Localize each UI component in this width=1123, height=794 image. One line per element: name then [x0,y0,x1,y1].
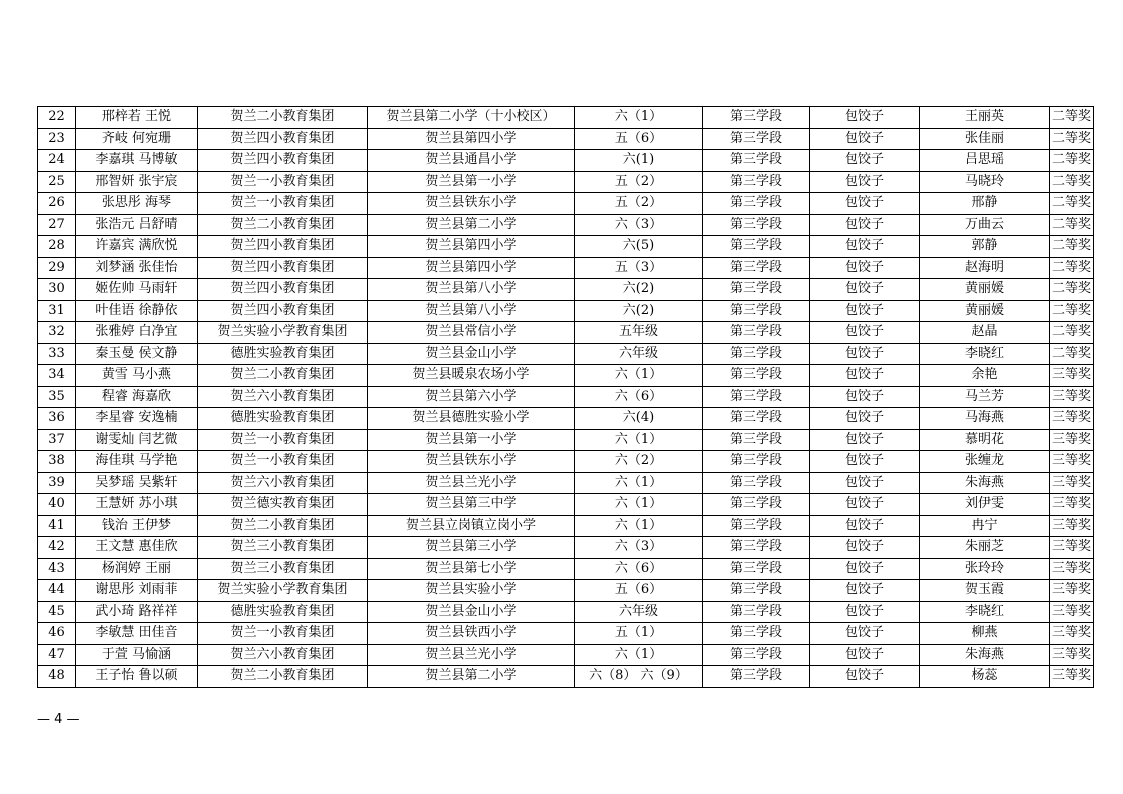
table-row [38,107,1094,129]
cell-school: 贺兰县第二小学 [368,214,575,236]
cell-education-group: 贺兰二小教育集团 [198,515,368,537]
table-row [38,322,1094,344]
cell-class: 六（1） [575,429,703,451]
cell-teacher: 柳燕 [920,623,1050,645]
cell-number: 39 [38,472,76,494]
table-row [38,128,1094,150]
cell-student-names: 王慧妍 苏小琪 [76,494,198,516]
cell-project: 包饺子 [810,343,920,365]
cell-award: 三等奖 [1050,429,1094,451]
cell-student-names: 秦玉曼 侯文静 [76,343,198,365]
cell-class: 五（6） [575,128,703,150]
cell-project: 包饺子 [810,601,920,623]
cell-education-group: 德胜实验教育集团 [198,601,368,623]
cell-project: 包饺子 [810,515,920,537]
cell-project: 包饺子 [810,666,920,688]
cell-school: 贺兰县第一小学 [368,429,575,451]
table-row [38,343,1094,365]
cell-number: 43 [38,558,76,580]
cell-education-group: 贺兰二小教育集团 [198,107,368,129]
cell-project: 包饺子 [810,171,920,193]
cell-number: 40 [38,494,76,516]
cell-project: 包饺子 [810,494,920,516]
cell-award: 三等奖 [1050,644,1094,666]
cell-education-group: 贺兰一小教育集团 [198,451,368,473]
cell-class: 六（2） [575,451,703,473]
cell-class: 五（1） [575,623,703,645]
cell-stage: 第三学段 [703,214,810,236]
cell-student-names: 谢雯灿 闫艺微 [76,429,198,451]
cell-student-names: 于萱 马愉涵 [76,644,198,666]
award-table [37,106,1094,688]
cell-number: 26 [38,193,76,215]
cell-teacher: 朱海燕 [920,644,1050,666]
table-row [38,408,1094,430]
cell-number: 25 [38,171,76,193]
table-row [38,666,1094,688]
cell-project: 包饺子 [810,408,920,430]
cell-teacher: 张玲玲 [920,558,1050,580]
table-row [38,537,1094,559]
cell-education-group: 贺兰六小教育集团 [198,472,368,494]
cell-project: 包饺子 [810,150,920,172]
cell-school: 贺兰县金山小学 [368,601,575,623]
cell-teacher: 刘伊雯 [920,494,1050,516]
cell-stage: 第三学段 [703,107,810,129]
cell-student-names: 邢智妍 张宇宸 [76,171,198,193]
cell-class: 六（1） [575,472,703,494]
cell-number: 28 [38,236,76,258]
cell-award: 二等奖 [1050,150,1094,172]
cell-class: 六（1） [575,494,703,516]
cell-teacher: 邢静 [920,193,1050,215]
cell-award: 三等奖 [1050,365,1094,387]
cell-stage: 第三学段 [703,644,810,666]
cell-teacher: 李晓红 [920,601,1050,623]
cell-stage: 第三学段 [703,343,810,365]
cell-number: 27 [38,214,76,236]
cell-school: 贺兰县兰光小学 [368,644,575,666]
cell-award: 二等奖 [1050,171,1094,193]
table-row [38,644,1094,666]
table-row [38,150,1094,172]
table-row [38,429,1094,451]
cell-education-group: 贺兰三小教育集团 [198,558,368,580]
cell-number: 41 [38,515,76,537]
cell-school: 贺兰县第三中学 [368,494,575,516]
cell-student-names: 吴梦瑶 吴紫轩 [76,472,198,494]
table-row [38,279,1094,301]
cell-class: 六(4) [575,408,703,430]
cell-award: 三等奖 [1050,472,1094,494]
cell-number: 48 [38,666,76,688]
cell-class: 六（6） [575,386,703,408]
cell-teacher: 黄丽媛 [920,279,1050,301]
cell-teacher: 朱海燕 [920,472,1050,494]
cell-school: 贺兰县第四小学 [368,236,575,258]
cell-award: 二等奖 [1050,257,1094,279]
cell-school: 贺兰县第二小学 [368,666,575,688]
cell-school: 贺兰县铁西小学 [368,623,575,645]
cell-student-names: 谢思彤 刘雨菲 [76,580,198,602]
table-row [38,494,1094,516]
cell-number: 44 [38,580,76,602]
table-row [38,300,1094,322]
cell-teacher: 赵海明 [920,257,1050,279]
cell-student-names: 海佳琪 马学艳 [76,451,198,473]
cell-teacher: 冉宁 [920,515,1050,537]
table-row [38,580,1094,602]
cell-class: 五（3） [575,257,703,279]
cell-student-names: 刘梦涵 张佳怡 [76,257,198,279]
cell-teacher: 王丽英 [920,107,1050,129]
cell-teacher: 朱丽芝 [920,537,1050,559]
cell-teacher: 郭静 [920,236,1050,258]
cell-award: 三等奖 [1050,601,1094,623]
cell-award: 三等奖 [1050,451,1094,473]
cell-class: 六(1) [575,150,703,172]
cell-stage: 第三学段 [703,322,810,344]
cell-stage: 第三学段 [703,666,810,688]
cell-class: 六（6） [575,558,703,580]
cell-number: 36 [38,408,76,430]
table-row [38,236,1094,258]
cell-class: 六（1） [575,644,703,666]
cell-teacher: 张佳丽 [920,128,1050,150]
cell-number: 45 [38,601,76,623]
cell-student-names: 齐岐 何宛珊 [76,128,198,150]
cell-teacher: 张缠龙 [920,451,1050,473]
cell-student-names: 武小琦 路祥祥 [76,601,198,623]
cell-stage: 第三学段 [703,257,810,279]
cell-education-group: 贺兰四小教育集团 [198,279,368,301]
cell-number: 24 [38,150,76,172]
cell-student-names: 李嘉琪 马博敏 [76,150,198,172]
cell-project: 包饺子 [810,451,920,473]
cell-education-group: 贺兰二小教育集团 [198,214,368,236]
cell-school: 贺兰县通昌小学 [368,150,575,172]
cell-number: 35 [38,386,76,408]
cell-project: 包饺子 [810,257,920,279]
cell-education-group: 贺兰实验小学教育集团 [198,580,368,602]
cell-education-group: 贺兰四小教育集团 [198,150,368,172]
cell-award: 二等奖 [1050,300,1094,322]
cell-class: 五（2） [575,171,703,193]
cell-class: 五年级 [575,322,703,344]
cell-education-group: 贺兰四小教育集团 [198,257,368,279]
cell-student-names: 张雅婷 白净宜 [76,322,198,344]
cell-stage: 第三学段 [703,472,810,494]
cell-number: 47 [38,644,76,666]
cell-award: 三等奖 [1050,386,1094,408]
cell-education-group: 贺兰一小教育集团 [198,623,368,645]
cell-teacher: 杨蕊 [920,666,1050,688]
cell-school: 贺兰县实验小学 [368,580,575,602]
cell-number: 31 [38,300,76,322]
cell-stage: 第三学段 [703,150,810,172]
cell-teacher: 赵晶 [920,322,1050,344]
cell-class: 五（2） [575,193,703,215]
cell-stage: 第三学段 [703,623,810,645]
cell-stage: 第三学段 [703,128,810,150]
page-number: — 4 — [37,712,80,727]
cell-student-names: 张浩元 吕舒晴 [76,214,198,236]
cell-school: 贺兰县金山小学 [368,343,575,365]
cell-school: 贺兰县常信小学 [368,322,575,344]
table-row [38,601,1094,623]
table-row [38,515,1094,537]
cell-teacher: 万曲云 [920,214,1050,236]
cell-school: 贺兰县铁东小学 [368,451,575,473]
cell-award: 三等奖 [1050,408,1094,430]
cell-education-group: 贺兰实验小学教育集团 [198,322,368,344]
cell-school: 贺兰县兰光小学 [368,472,575,494]
cell-number: 38 [38,451,76,473]
cell-stage: 第三学段 [703,408,810,430]
cell-class: 六（3） [575,537,703,559]
cell-award: 三等奖 [1050,537,1094,559]
cell-education-group: 贺兰德实教育集团 [198,494,368,516]
cell-class: 六(2) [575,279,703,301]
cell-class: 六（1） [575,365,703,387]
cell-school: 贺兰县立岗镇立岗小学 [368,515,575,537]
cell-education-group: 贺兰四小教育集团 [198,300,368,322]
cell-school: 贺兰县第四小学 [368,257,575,279]
cell-award: 三等奖 [1050,558,1094,580]
cell-teacher: 李晓红 [920,343,1050,365]
cell-project: 包饺子 [810,214,920,236]
cell-class: 六（8） 六（9） [575,666,703,688]
cell-class: 六年级 [575,343,703,365]
cell-student-names: 钱治 王伊梦 [76,515,198,537]
cell-project: 包饺子 [810,644,920,666]
cell-number: 33 [38,343,76,365]
table-row [38,365,1094,387]
cell-number: 42 [38,537,76,559]
cell-stage: 第三学段 [703,429,810,451]
cell-award: 二等奖 [1050,107,1094,129]
cell-student-names: 邢梓若 王悦 [76,107,198,129]
table-row [38,171,1094,193]
table-row [38,214,1094,236]
cell-number: 34 [38,365,76,387]
table-row [38,386,1094,408]
table-row [38,451,1094,473]
cell-stage: 第三学段 [703,515,810,537]
cell-stage: 第三学段 [703,494,810,516]
cell-education-group: 贺兰二小教育集团 [198,365,368,387]
cell-school: 贺兰县第六小学 [368,386,575,408]
cell-education-group: 贺兰四小教育集团 [198,128,368,150]
cell-project: 包饺子 [810,558,920,580]
cell-school: 贺兰县第一小学 [368,171,575,193]
cell-education-group: 贺兰二小教育集团 [198,666,368,688]
cell-class: 六（3） [575,214,703,236]
cell-award: 三等奖 [1050,580,1094,602]
cell-stage: 第三学段 [703,580,810,602]
cell-class: 六(2) [575,300,703,322]
cell-student-names: 王子怡 鲁以硕 [76,666,198,688]
cell-award: 三等奖 [1050,666,1094,688]
cell-student-names: 杨润婷 王丽 [76,558,198,580]
cell-school: 贺兰县第四小学 [368,128,575,150]
cell-project: 包饺子 [810,193,920,215]
cell-number: 46 [38,623,76,645]
cell-class: 六年级 [575,601,703,623]
cell-stage: 第三学段 [703,601,810,623]
cell-student-names: 黄雪 马小燕 [76,365,198,387]
cell-student-names: 叶佳语 徐静依 [76,300,198,322]
cell-number: 30 [38,279,76,301]
cell-stage: 第三学段 [703,537,810,559]
cell-student-names: 李星睿 安逸楠 [76,408,198,430]
cell-stage: 第三学段 [703,171,810,193]
cell-student-names: 程睿 海嘉欣 [76,386,198,408]
cell-award: 二等奖 [1050,279,1094,301]
cell-award: 二等奖 [1050,343,1094,365]
cell-project: 包饺子 [810,322,920,344]
cell-teacher: 慕明花 [920,429,1050,451]
cell-project: 包饺子 [810,580,920,602]
cell-award: 二等奖 [1050,128,1094,150]
cell-education-group: 贺兰一小教育集团 [198,193,368,215]
cell-school: 贺兰县第三小学 [368,537,575,559]
table-row [38,472,1094,494]
cell-award: 三等奖 [1050,515,1094,537]
cell-project: 包饺子 [810,537,920,559]
table-row [38,623,1094,645]
cell-teacher: 吕思瑶 [920,150,1050,172]
cell-school: 贺兰县第八小学 [368,279,575,301]
cell-project: 包饺子 [810,472,920,494]
cell-stage: 第三学段 [703,558,810,580]
cell-education-group: 贺兰六小教育集团 [198,644,368,666]
cell-award: 二等奖 [1050,193,1094,215]
cell-stage: 第三学段 [703,300,810,322]
cell-award: 二等奖 [1050,236,1094,258]
cell-project: 包饺子 [810,300,920,322]
cell-class: 五（6） [575,580,703,602]
table-row [38,257,1094,279]
cell-teacher: 马兰芳 [920,386,1050,408]
cell-student-names: 姬佐帅 马雨轩 [76,279,198,301]
cell-project: 包饺子 [810,128,920,150]
cell-school: 贺兰县德胜实验小学 [368,408,575,430]
cell-school: 贺兰县第八小学 [368,300,575,322]
cell-award: 二等奖 [1050,214,1094,236]
cell-education-group: 贺兰一小教育集团 [198,429,368,451]
cell-project: 包饺子 [810,365,920,387]
cell-education-group: 贺兰三小教育集团 [198,537,368,559]
cell-number: 32 [38,322,76,344]
cell-school: 贺兰县第二小学（十小校区） [368,107,575,129]
cell-school: 贺兰县铁东小学 [368,193,575,215]
cell-education-group: 贺兰六小教育集团 [198,386,368,408]
cell-stage: 第三学段 [703,386,810,408]
cell-stage: 第三学段 [703,279,810,301]
cell-number: 29 [38,257,76,279]
cell-student-names: 张思彤 海琴 [76,193,198,215]
award-table-body [38,107,1094,688]
cell-school: 贺兰县第七小学 [368,558,575,580]
cell-class: 六（1） [575,107,703,129]
cell-number: 23 [38,128,76,150]
table-row [38,193,1094,215]
table-row [38,558,1094,580]
cell-stage: 第三学段 [703,365,810,387]
cell-project: 包饺子 [810,236,920,258]
cell-project: 包饺子 [810,623,920,645]
cell-teacher: 贺玉霞 [920,580,1050,602]
cell-number: 37 [38,429,76,451]
cell-class: 六（1） [575,515,703,537]
cell-education-group: 德胜实验教育集团 [198,343,368,365]
cell-number: 22 [38,107,76,129]
cell-teacher: 马晓玲 [920,171,1050,193]
cell-education-group: 贺兰四小教育集团 [198,236,368,258]
cell-project: 包饺子 [810,429,920,451]
cell-project: 包饺子 [810,279,920,301]
cell-education-group: 德胜实验教育集团 [198,408,368,430]
cell-award: 三等奖 [1050,494,1094,516]
cell-education-group: 贺兰一小教育集团 [198,171,368,193]
cell-project: 包饺子 [810,386,920,408]
cell-award: 二等奖 [1050,322,1094,344]
cell-student-names: 许嘉宾 满欣悦 [76,236,198,258]
cell-stage: 第三学段 [703,193,810,215]
cell-student-names: 李敏慧 田佳音 [76,623,198,645]
award-list-page [37,106,1094,688]
cell-award: 三等奖 [1050,623,1094,645]
cell-student-names: 王文慧 惠佳欣 [76,537,198,559]
cell-class: 六(5) [575,236,703,258]
cell-teacher: 黄丽媛 [920,300,1050,322]
cell-teacher: 马海燕 [920,408,1050,430]
cell-stage: 第三学段 [703,236,810,258]
cell-project: 包饺子 [810,107,920,129]
cell-teacher: 余艳 [920,365,1050,387]
cell-school: 贺兰县暖泉农场小学 [368,365,575,387]
cell-stage: 第三学段 [703,451,810,473]
